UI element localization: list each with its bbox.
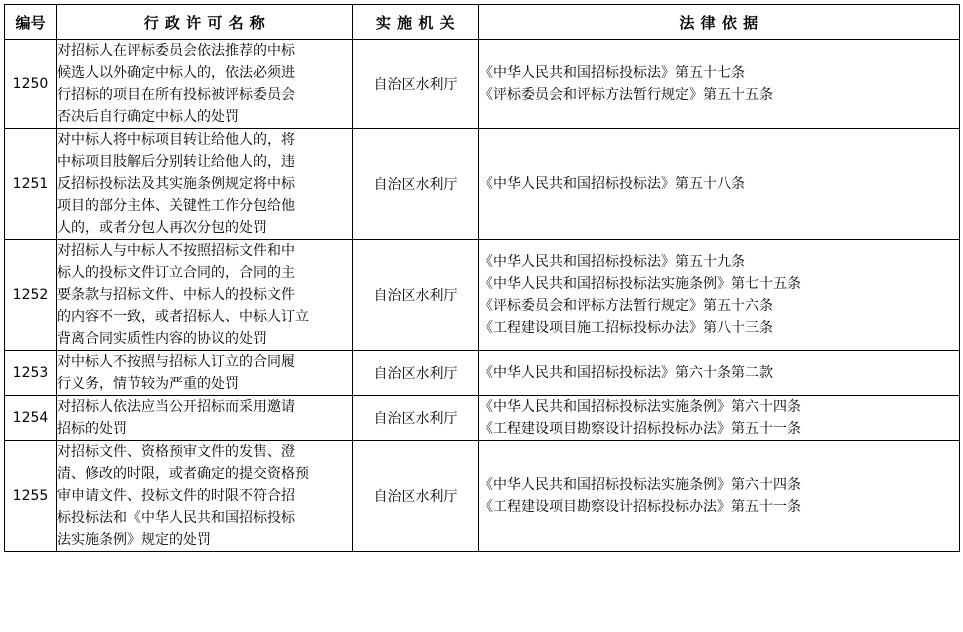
cell-number: 1254 <box>5 396 57 441</box>
cell-legal-basis <box>479 396 960 441</box>
cell-organization: 自治区水利厅 <box>353 351 479 396</box>
column-header-org: 实 施 机 关 <box>353 5 479 40</box>
table-row <box>5 40 960 129</box>
column-header-law: 法 律 依 据 <box>479 5 960 40</box>
permit-name-line: 对招标人与中标人不按照招标文件和中 <box>57 243 295 259</box>
permit-name-line: 清、修改的时限，或者确定的提交资格预 <box>57 466 309 482</box>
column-header-no: 编号 <box>5 5 57 40</box>
cell-permit-name <box>57 240 353 351</box>
permit-name-line: 中标项目肢解后分别转让给他人的，违 <box>57 154 295 170</box>
cell-number: 1250 <box>5 40 57 129</box>
legal-basis-line: 《中华人民共和国招标投标法实施条例》第七十五条 <box>479 276 801 292</box>
permit-name-line: 对招标人依法应当公开招标而采用邀请 <box>57 399 295 415</box>
permit-name-line: 的内容不一致，或者招标人、中标人订立 <box>57 309 309 325</box>
cell-number: 1252 <box>5 240 57 351</box>
legal-basis-line: 《工程建设项目勘察设计招标投标办法》第五十一条 <box>479 499 801 515</box>
cell-legal-basis <box>479 40 960 129</box>
cell-organization: 自治区水利厅 <box>353 396 479 441</box>
permit-name-line: 候选人以外确定中标人的，依法必须进 <box>57 65 295 81</box>
permit-name-line: 反招标投标法及其实施条例规定将中标 <box>57 176 295 192</box>
cell-legal-basis <box>479 129 960 240</box>
permit-name-line: 行义务，情节较为严重的处罚 <box>57 376 239 392</box>
permit-name-line: 对招标文件、资格预审文件的发售、澄 <box>57 444 295 460</box>
table-row <box>5 129 960 240</box>
table-row <box>5 441 960 552</box>
cell-permit-name <box>57 129 353 240</box>
cell-organization: 自治区水利厅 <box>353 441 479 552</box>
permit-name-line: 背离合同实质性内容的协议的处罚 <box>57 331 267 347</box>
permit-name-line: 对中标人将中标项目转让给他人的，将 <box>57 132 295 148</box>
table-row <box>5 351 960 396</box>
permit-name-line: 要条款与招标文件、中标人的投标文件 <box>57 287 295 303</box>
legal-basis-line: 《中华人民共和国招标投标法实施条例》第六十四条 <box>479 399 801 415</box>
cell-legal-basis <box>479 441 960 552</box>
permit-name-line: 否决后自行确定中标人的处罚 <box>57 109 239 125</box>
permit-name-line: 法实施条例》规定的处罚 <box>57 532 211 548</box>
permit-name-line: 项目的部分主体、关键性工作分包给他 <box>57 198 295 214</box>
cell-permit-name <box>57 351 353 396</box>
permit-name-line: 对中标人不按照与招标人订立的合同履 <box>57 354 295 370</box>
cell-permit-name <box>57 396 353 441</box>
cell-permit-name <box>57 40 353 129</box>
cell-organization: 自治区水利厅 <box>353 40 479 129</box>
legal-basis-line: 《中华人民共和国招标投标法》第五十七条 <box>479 65 745 81</box>
cell-organization: 自治区水利厅 <box>353 129 479 240</box>
legal-basis-line: 《中华人民共和国招标投标法》第五十九条 <box>479 254 745 270</box>
legal-basis-line: 《工程建设项目勘察设计招标投标办法》第五十一条 <box>479 421 801 437</box>
permit-name-line: 招标的处罚 <box>57 421 127 437</box>
legal-basis-line: 《工程建设项目施工招标投标办法》第八十三条 <box>479 320 773 336</box>
cell-number: 1251 <box>5 129 57 240</box>
column-header-name: 行 政 许 可 名 称 <box>57 5 353 40</box>
cell-number: 1253 <box>5 351 57 396</box>
table-header-row <box>5 5 960 40</box>
legal-basis-line: 《中华人民共和国招标投标法实施条例》第六十四条 <box>479 477 801 493</box>
cell-number: 1255 <box>5 441 57 552</box>
legal-basis-line: 《中华人民共和国招标投标法》第五十八条 <box>479 176 745 192</box>
permit-name-line: 审申请文件、投标文件的时限不符合招 <box>57 488 295 504</box>
administrative-permit-table <box>4 4 960 552</box>
legal-basis-line: 《评标委员会和评标方法暂行规定》第五十五条 <box>479 87 773 103</box>
cell-legal-basis <box>479 351 960 396</box>
table-row <box>5 396 960 441</box>
permit-name-line: 行招标的项目在所有投标被评标委员会 <box>57 87 295 103</box>
cell-organization: 自治区水利厅 <box>353 240 479 351</box>
cell-legal-basis <box>479 240 960 351</box>
table-header <box>5 5 960 40</box>
permit-name-line: 标人的投标文件订立合同的，合同的主 <box>57 265 295 281</box>
permit-name-line: 对招标人在评标委员会依法推荐的中标 <box>57 43 295 59</box>
legal-basis-line: 《评标委员会和评标方法暂行规定》第五十六条 <box>479 298 773 314</box>
table-body <box>5 40 960 552</box>
table-row <box>5 240 960 351</box>
permit-name-line: 人的，或者分包人再次分包的处罚 <box>57 220 267 236</box>
legal-basis-line: 《中华人民共和国招标投标法》第六十条第二款 <box>479 365 773 381</box>
permit-name-line: 标投标法和《中华人民共和国招标投标 <box>57 510 295 526</box>
cell-permit-name <box>57 441 353 552</box>
